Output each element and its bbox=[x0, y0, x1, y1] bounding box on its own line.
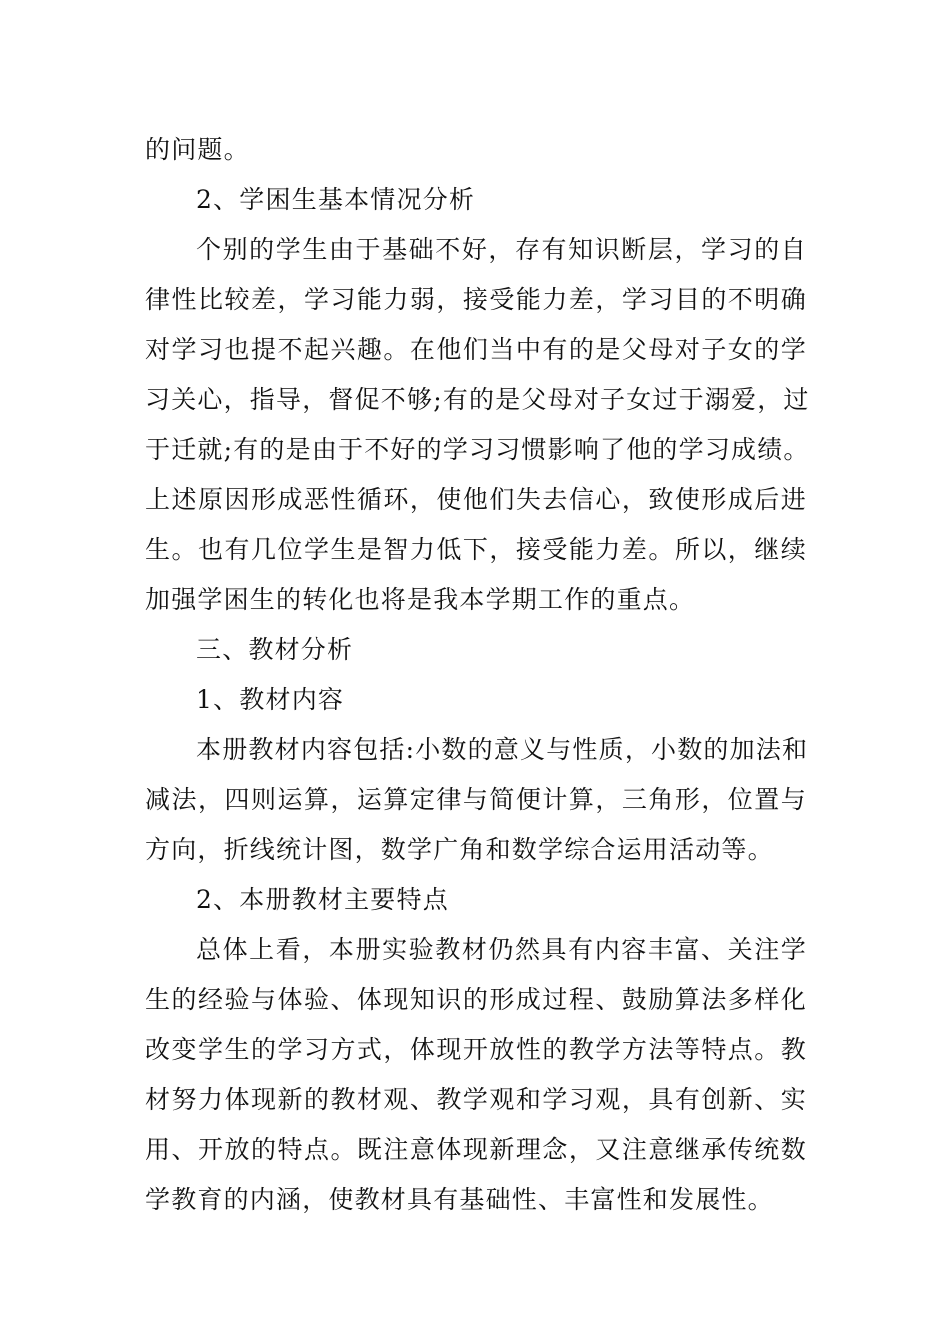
paragraph-line: 律性比较差，学习能力弱，接受能力差，学习目的不明确 bbox=[145, 285, 807, 314]
paragraph-line: 减法，四则运算，运算定律与简便计算，三角形，位置与 bbox=[145, 785, 807, 814]
paragraph-line: 改变学生的学习方式，体现开放性的教学方法等特点。教 bbox=[145, 1035, 807, 1064]
paragraph-line: 于迁就;有的是由于不好的学习习惯影响了他的学习成绩。 bbox=[145, 435, 810, 464]
paragraph-line: 用、开放的特点。既注意体现新理念，又注意继承传统数 bbox=[145, 1135, 807, 1164]
section-heading: 三、教材分析 bbox=[196, 635, 354, 664]
paragraph-line: 对学习也提不起兴趣。在他们当中有的是父母对子女的学 bbox=[145, 335, 807, 364]
paragraph-line: 生的经验与体验、体现知识的形成过程、鼓励算法多样化 bbox=[145, 985, 807, 1014]
paragraph-line: 生。也有几位学生是智力低下，接受能力差。所以，继续 bbox=[145, 535, 807, 564]
section-heading: 1、教材内容 bbox=[196, 685, 345, 714]
document-body bbox=[145, 125, 810, 1225]
paragraph-line: 的问题。 bbox=[145, 135, 250, 164]
paragraph-line: 上述原因形成恶性循环，使他们失去信心，致使形成后进 bbox=[145, 485, 807, 514]
section-heading: 2、本册教材主要特点 bbox=[196, 885, 449, 914]
paragraph-line: 本册教材内容包括:小数的意义与性质，小数的加法和 bbox=[196, 735, 809, 764]
paragraph-line: 材努力体现新的教材观、教学观和学习观，具有创新、实 bbox=[145, 1085, 807, 1114]
paragraph-line: 学教育的内涵，使教材具有基础性、丰富性和发展性。 bbox=[145, 1185, 774, 1214]
paragraph-line: 习关心，指导，督促不够;有的是父母对子女过于溺爱，过 bbox=[145, 385, 810, 414]
paragraph-line: 总体上看，本册实验教材仍然具有内容丰富、关注学 bbox=[196, 935, 807, 964]
paragraph-line: 方向，折线统计图，数学广角和数学综合运用活动等。 bbox=[145, 835, 774, 864]
paragraph-line: 个别的学生由于基础不好，存有知识断层，学习的自 bbox=[196, 235, 807, 264]
paragraph-line: 加强学困生的转化也将是我本学期工作的重点。 bbox=[145, 585, 696, 614]
section-heading: 2、学困生基本情况分析 bbox=[196, 185, 476, 214]
